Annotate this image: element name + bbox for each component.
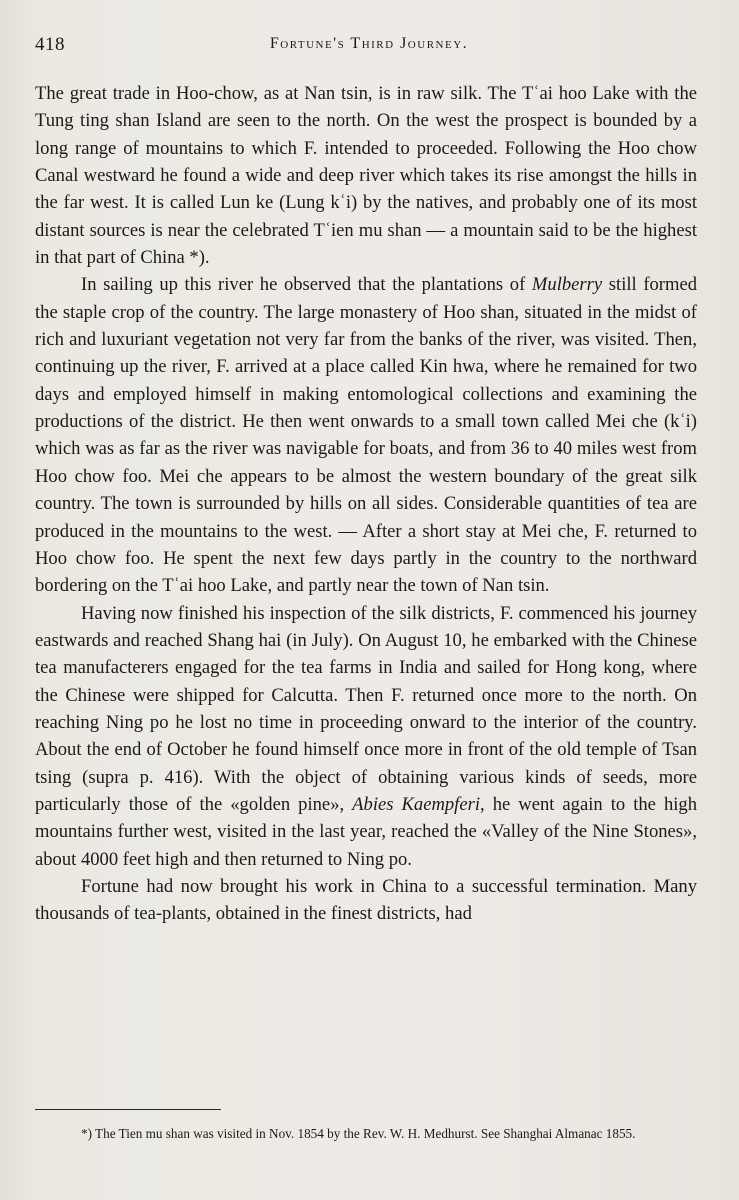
paragraph: Having now finished his inspection of the silk districts, F. commenced his journey eastwards and reached Shang hai (in July). On August 10, he embarked with the Chinese tea manufacterers engaged for the tea farms in India and sailed for Hong kong, where the Chinese were shipped for Calcutta. Then F. returned once more to the north. On reaching Ning po he lost no time in proceeding onward to the interior of the country. About the end of October he found himself once more in front of the old temple of Tsan tsing (supra p. 416). With the object of obtaining various kinds of seeds, more particularly those of the «golden pine», Abies Kaempferi, he went again to the high mountains further west, visited in the last year, reached the «Valley of the Nine Stones», about 4000 feet high and then returned to Ning po. — [35, 602, 698, 870]
running-title: Fortune's Third Journey. — [269, 35, 469, 52]
paragraph: In sailing up this river he observed that the plantations of Mulberry still formed the staple crop of the country. The large monastery of Hoo shan, situated in the midst of rich and luxuriant vegetation not very far from the banks of the river, was visited. Then, continuing up the river, F. arrived at a place called Kin hwa, where he remained for two days and employed himself in making entomological collections and examining the productions of the district. He then went onwards to a small town called Mei che (kʿi) which was as far as the river was navigable for boats, and from 36 to 40 miles west from Hoo chow foo. Mei che appears to be almost the western boundary of the great silk country. The town is surrounded by hills on all sides. Considerable quantities of tea are produced in the mountains to the west. — After a short stay at Mei che, F. returned to Hoo chow foo. He spent the next few days partly in the country to the northward bordering on the Tʿai hoo Lake, and partly near the town of Nan tsin. — [35, 274, 698, 597]
page-number: 418 — [35, 34, 65, 55]
body-text — [35, 80, 697, 928]
italic-term: Abies Kaempferi — [352, 793, 481, 815]
italic-term: Mulberry — [531, 274, 603, 296]
paragraph: The great trade in Hoo-chow, as at Nan tsin, is in raw silk. The Tʿai hoo Lake with the Tung ting shan Island are seen to the north. On the west the prospect is bounded by a long range of mountains to which F. intended to proceeded. Following the Hoo chow Canal westward he found a wide and deep river which takes its rise amongst the hills in the far west. It is called Lun ke (Lung kʿi) by the natives, and probably one of its most distant sources is near the celebrated Tʿien mu shan — a mountain said to be the highest in that part of China *). — [35, 83, 697, 269]
page-header — [35, 34, 703, 60]
footnote: *) The Tien mu shan was visited in Nov. 1854 by the Rev. W. H. Medhurst. See Shanghai Almanac 1855. — [81, 1126, 636, 1141]
footnote-divider — [35, 1109, 221, 1110]
paragraph: Fortune had now brought his work in China to a successful termination. Many thousands of tea-plants, obtained in the finest districts, had — [35, 875, 697, 925]
